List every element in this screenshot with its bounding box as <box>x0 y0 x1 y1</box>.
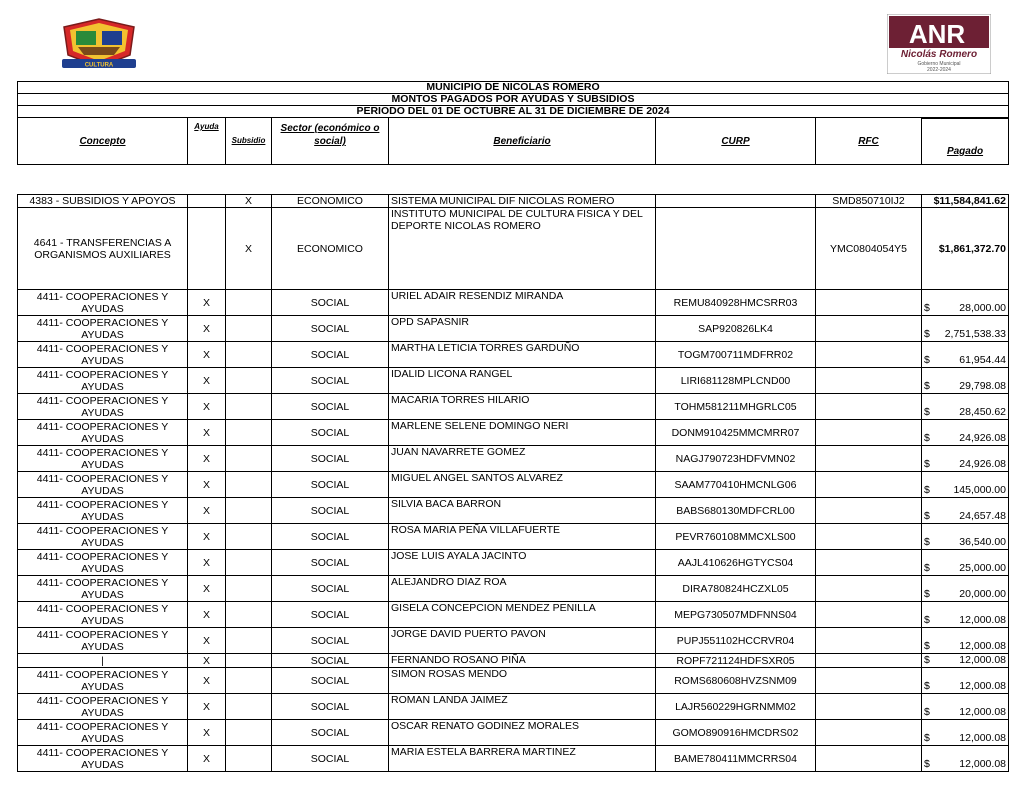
table-row <box>18 420 1009 446</box>
ayuda-cell: X <box>188 628 226 654</box>
curp-cell: ROPF721124HDFSXR05 <box>656 654 816 668</box>
amount: 24,926.08 <box>959 432 1006 444</box>
currency-symbol: $ <box>924 458 930 470</box>
beneficiario-cell: MARTHA LETICIA TORRES GARDUÑO <box>389 342 656 368</box>
col-header-sector: Sector (económico o social) <box>272 118 389 165</box>
currency-symbol: $ <box>924 302 930 314</box>
currency-symbol: $ <box>924 706 930 718</box>
pagado-cell <box>922 720 1009 746</box>
sector-cell: SOCIAL <box>272 316 389 342</box>
curp-cell: TOGM700711MDFRR02 <box>656 342 816 368</box>
rfc-cell <box>816 446 922 472</box>
rfc-cell <box>816 720 922 746</box>
amount: 12,000.08 <box>959 758 1006 770</box>
sector-cell: SOCIAL <box>272 602 389 628</box>
pagado-cell: $1,861,372.70 <box>922 208 1009 290</box>
subsidio-cell: X <box>226 208 272 290</box>
rfc-cell <box>816 694 922 720</box>
concepto-cell: 4411- COOPERACIONES Y AYUDAS <box>18 368 188 394</box>
sector-cell: SOCIAL <box>272 654 389 668</box>
rfc-cell <box>816 668 922 694</box>
col-header-subsidio: Subsidio <box>226 118 272 165</box>
currency-symbol: $ <box>924 732 930 744</box>
ayuda-cell: X <box>188 746 226 772</box>
pagado-cell <box>922 602 1009 628</box>
subsidio-cell: X <box>226 195 272 208</box>
sector-cell: SOCIAL <box>272 290 389 316</box>
rfc-cell <box>816 628 922 654</box>
beneficiario-cell: MARLENE SELENE DOMINGO NERI <box>389 420 656 446</box>
report-header-table <box>17 81 1009 165</box>
subsidio-cell <box>226 694 272 720</box>
table-row <box>18 694 1009 720</box>
rfc-cell <box>816 498 922 524</box>
ayuda-cell: X <box>188 420 226 446</box>
subsidio-cell <box>226 368 272 394</box>
rfc-cell <box>816 368 922 394</box>
currency-symbol: $ <box>924 562 930 574</box>
concepto-cell: 4411- COOPERACIONES Y AYUDAS <box>18 668 188 694</box>
amount: 12,000.08 <box>959 680 1006 692</box>
curp-cell: BAME780411MMCRRS04 <box>656 746 816 772</box>
rfc-cell <box>816 602 922 628</box>
rfc-cell <box>816 654 922 668</box>
table-row <box>18 316 1009 342</box>
ayuda-cell: X <box>188 602 226 628</box>
anr-nicolas-romero-logo <box>887 14 991 74</box>
table-row <box>18 368 1009 394</box>
ayuda-cell: X <box>188 446 226 472</box>
concepto-cell: 4411- COOPERACIONES Y AYUDAS <box>18 720 188 746</box>
curp-cell: ROMS680608HVZSNM09 <box>656 668 816 694</box>
concepto-cell: 4411- COOPERACIONES Y AYUDAS <box>18 394 188 420</box>
curp-cell <box>656 208 816 290</box>
pagado-cell <box>922 420 1009 446</box>
table-row <box>18 208 1009 290</box>
concepto-cell: 4411- COOPERACIONES Y AYUDAS <box>18 498 188 524</box>
currency-symbol: $ <box>924 588 930 600</box>
curp-cell <box>656 195 816 208</box>
beneficiario-cell: OPD SAPASNIR <box>389 316 656 342</box>
table-row <box>18 602 1009 628</box>
curp-cell: DIRA780824HCZXL05 <box>656 576 816 602</box>
sector-cell: SOCIAL <box>272 368 389 394</box>
pagado-cell <box>922 446 1009 472</box>
report-title-montos: MONTOS PAGADOS POR AYUDAS Y SUBSIDIOS <box>18 94 1009 106</box>
subsidio-cell <box>226 316 272 342</box>
concepto-cell: 4411- COOPERACIONES Y AYUDAS <box>18 290 188 316</box>
concepto-cell: 4411- COOPERACIONES Y AYUDAS <box>18 694 188 720</box>
amount: 20,000.00 <box>959 588 1006 600</box>
beneficiario-cell: GISELA CONCEPCION MENDEZ PENILLA <box>389 602 656 628</box>
beneficiario-cell: OSCAR RENATO GODINEZ MORALES <box>389 720 656 746</box>
ayuda-cell: X <box>188 524 226 550</box>
anr-sub: Gobierno Municipal <box>917 61 961 67</box>
pagado-cell <box>922 498 1009 524</box>
subsidio-cell <box>226 628 272 654</box>
curp-cell: NAGJ790723HDFVMN02 <box>656 446 816 472</box>
ayuda-cell: X <box>188 654 226 668</box>
curp-cell: REMU840928HMCSRR03 <box>656 290 816 316</box>
pagado-cell <box>922 628 1009 654</box>
pagado-cell <box>922 746 1009 772</box>
currency-symbol: $ <box>924 654 930 666</box>
ayuda-cell: X <box>188 342 226 368</box>
ayuda-cell: X <box>188 668 226 694</box>
curp-cell: AAJL410626HGTYCS04 <box>656 550 816 576</box>
subsidio-cell <box>226 602 272 628</box>
table-row <box>18 668 1009 694</box>
beneficiario-cell: ALEJANDRO DIAZ ROA <box>389 576 656 602</box>
pagado-cell: $11,584,841.62 <box>922 195 1009 208</box>
beneficiario-cell: SIMON ROSAS MENDO <box>389 668 656 694</box>
table-row <box>18 654 1009 668</box>
sector-cell: SOCIAL <box>272 446 389 472</box>
beneficiario-cell: INSTITUTO MUNICIPAL DE CULTURA FISICA Y DEL DEPORTE NICOLAS ROMERO <box>389 208 656 290</box>
amount: 12,000.08 <box>959 640 1006 652</box>
concepto-cell: 4383 - SUBSIDIOS Y APOYOS <box>18 195 188 208</box>
rfc-cell: SMD850710IJ2 <box>816 195 922 208</box>
sector-cell: SOCIAL <box>272 472 389 498</box>
ayuda-cell <box>188 208 226 290</box>
curp-cell: LIRI681128MPLCND00 <box>656 368 816 394</box>
rfc-cell <box>816 342 922 368</box>
anr-letters: ANR <box>908 19 966 49</box>
ayuda-cell: X <box>188 720 226 746</box>
beneficiario-cell: MACARIA TORRES HILARIO <box>389 394 656 420</box>
currency-symbol: $ <box>924 432 930 444</box>
ayuda-cell: X <box>188 694 226 720</box>
amount: 61,954.44 <box>959 354 1006 366</box>
rfc-cell: YMC0804054Y5 <box>816 208 922 290</box>
beneficiario-cell: SILVIA BACA BARRON <box>389 498 656 524</box>
curp-cell: PUPJ551102HCCRVR04 <box>656 628 816 654</box>
subsidio-cell <box>226 446 272 472</box>
concepto-cell: 4411- COOPERACIONES Y AYUDAS <box>18 550 188 576</box>
sector-cell: SOCIAL <box>272 550 389 576</box>
report-title-periodo: PERIODO DEL 01 DE OCTUBRE AL 31 DE DICIEMBRE DE 2024 <box>18 106 1009 118</box>
sector-cell: SOCIAL <box>272 576 389 602</box>
beneficiario-cell: MIGUEL ANGEL SANTOS ALVAREZ <box>389 472 656 498</box>
concepto-cell: | <box>18 654 188 668</box>
ayuda-cell: X <box>188 316 226 342</box>
beneficiario-cell: ROSA MARIA PEÑA VILLAFUERTE <box>389 524 656 550</box>
pagado-cell <box>922 550 1009 576</box>
subsidio-cell <box>226 472 272 498</box>
amount: 24,926.08 <box>959 458 1006 470</box>
pagado-cell <box>922 524 1009 550</box>
curp-cell: SAAM770410HMCNLG06 <box>656 472 816 498</box>
ayuda-cell: X <box>188 368 226 394</box>
concepto-cell: 4411- COOPERACIONES Y AYUDAS <box>18 746 188 772</box>
concepto-cell: 4411- COOPERACIONES Y AYUDAS <box>18 420 188 446</box>
currency-symbol: $ <box>924 380 930 392</box>
sector-cell: ECONOMICO <box>272 208 389 290</box>
table-row <box>18 342 1009 368</box>
amount: 29,798.08 <box>959 380 1006 392</box>
beneficiario-cell: URIEL ADAIR RESENDIZ MIRANDA <box>389 290 656 316</box>
payments-table <box>17 194 1009 772</box>
table-row <box>18 628 1009 654</box>
amount: 36,540.00 <box>959 536 1006 548</box>
col-header-ayuda: Ayuda <box>188 118 226 165</box>
anr-years: 2022-2024 <box>927 67 951 73</box>
concepto-cell: 4411- COOPERACIONES Y AYUDAS <box>18 602 188 628</box>
sector-cell: SOCIAL <box>272 498 389 524</box>
amount: 12,000.08 <box>959 614 1006 626</box>
amount: 12,000.08 <box>959 706 1006 718</box>
ayuda-cell: X <box>188 394 226 420</box>
col-header-curp: CURP <box>656 118 816 165</box>
sector-cell: SOCIAL <box>272 746 389 772</box>
rfc-cell <box>816 550 922 576</box>
beneficiario-cell: JORGE DAVID PUERTO PAVON <box>389 628 656 654</box>
table-row <box>18 195 1009 208</box>
pagado-cell <box>922 394 1009 420</box>
sector-cell: SOCIAL <box>272 394 389 420</box>
table-row <box>18 394 1009 420</box>
col-header-concepto: Concepto <box>18 118 188 165</box>
municipal-coat-of-arms-logo <box>56 17 142 71</box>
table-row <box>18 290 1009 316</box>
currency-symbol: $ <box>924 640 930 652</box>
subsidio-cell <box>226 746 272 772</box>
curp-cell: DONM910425MMCMRR07 <box>656 420 816 446</box>
concepto-cell: 4411- COOPERACIONES Y AYUDAS <box>18 576 188 602</box>
rfc-cell <box>816 420 922 446</box>
concepto-cell: 4641 - TRANSFERENCIAS A ORGANISMOS AUXILIARES <box>18 208 188 290</box>
amount: 145,000.00 <box>953 484 1006 496</box>
subsidio-cell <box>226 720 272 746</box>
sector-cell: SOCIAL <box>272 420 389 446</box>
currency-symbol: $ <box>924 510 930 522</box>
concepto-cell: 4411- COOPERACIONES Y AYUDAS <box>18 628 188 654</box>
rfc-cell <box>816 576 922 602</box>
currency-symbol: $ <box>924 328 930 340</box>
pagado-cell <box>922 694 1009 720</box>
subsidio-cell <box>226 342 272 368</box>
pagado-cell <box>922 342 1009 368</box>
curp-cell: PEVR760108MMCXLS00 <box>656 524 816 550</box>
curp-cell: GOMO890916HMCDRS02 <box>656 720 816 746</box>
sector-cell: SOCIAL <box>272 342 389 368</box>
currency-symbol: $ <box>924 536 930 548</box>
table-row <box>18 446 1009 472</box>
subsidio-cell <box>226 576 272 602</box>
currency-symbol: $ <box>924 758 930 770</box>
ayuda-cell: X <box>188 550 226 576</box>
currency-symbol: $ <box>924 354 930 366</box>
beneficiario-cell: MARIA ESTELA BARRERA MARTINEZ <box>389 746 656 772</box>
sector-cell: SOCIAL <box>272 524 389 550</box>
beneficiario-cell: FERNANDO ROSANO PIÑA <box>389 654 656 668</box>
beneficiario-cell: SISTEMA MUNICIPAL DIF NICOLAS ROMERO <box>389 195 656 208</box>
beneficiario-cell: ROMAN LANDA JAIMEZ <box>389 694 656 720</box>
pagado-cell <box>922 368 1009 394</box>
anr-name: Nicolás Romero <box>900 49 978 60</box>
table-row <box>18 472 1009 498</box>
sector-cell: SOCIAL <box>272 668 389 694</box>
amount: 12,000.08 <box>959 732 1006 744</box>
rfc-cell <box>816 746 922 772</box>
subsidio-cell <box>226 394 272 420</box>
table-row <box>18 746 1009 772</box>
amount: 28,450.62 <box>959 406 1006 418</box>
table-row <box>18 498 1009 524</box>
curp-cell: MEPG730507MDFNNS04 <box>656 602 816 628</box>
sector-cell: ECONOMICO <box>272 195 389 208</box>
sector-cell: SOCIAL <box>272 694 389 720</box>
rfc-cell <box>816 524 922 550</box>
table-row <box>18 576 1009 602</box>
table-row <box>18 524 1009 550</box>
sector-cell: SOCIAL <box>272 628 389 654</box>
rfc-cell <box>816 394 922 420</box>
subsidio-cell <box>226 420 272 446</box>
subsidio-cell <box>226 524 272 550</box>
curp-cell: LAJR560229HGRNMM02 <box>656 694 816 720</box>
rfc-cell <box>816 472 922 498</box>
pagado-cell <box>922 316 1009 342</box>
pagado-cell <box>922 472 1009 498</box>
pagado-cell <box>922 668 1009 694</box>
ayuda-cell: X <box>188 498 226 524</box>
coat-of-arms-motto: CULTURA <box>84 62 114 69</box>
currency-symbol: $ <box>924 484 930 496</box>
pagado-cell <box>922 576 1009 602</box>
amount: 28,000.00 <box>959 302 1006 314</box>
rfc-cell <box>816 316 922 342</box>
amount: 12,000.08 <box>959 654 1006 666</box>
curp-cell: SAP920826LK4 <box>656 316 816 342</box>
concepto-cell: 4411- COOPERACIONES Y AYUDAS <box>18 316 188 342</box>
curp-cell: TOHM581211MHGRLC05 <box>656 394 816 420</box>
currency-symbol: $ <box>924 406 930 418</box>
table-row <box>18 720 1009 746</box>
subsidio-cell <box>226 550 272 576</box>
concepto-cell: 4411- COOPERACIONES Y AYUDAS <box>18 524 188 550</box>
ayuda-cell: X <box>188 290 226 316</box>
col-header-rfc: RFC <box>816 118 922 165</box>
subsidio-cell <box>226 498 272 524</box>
col-header-beneficiario: Beneficiario <box>389 118 656 165</box>
pagado-cell <box>922 290 1009 316</box>
curp-cell: BABS680130MDFCRL00 <box>656 498 816 524</box>
table-row <box>18 550 1009 576</box>
subsidio-cell <box>226 668 272 694</box>
currency-symbol: $ <box>924 614 930 626</box>
sector-cell: SOCIAL <box>272 720 389 746</box>
subsidio-cell <box>226 290 272 316</box>
amount: 2,751,538.33 <box>944 328 1006 340</box>
beneficiario-cell: JOSE LUIS AYALA JACINTO <box>389 550 656 576</box>
pagado-cell <box>922 654 1009 668</box>
col-header-pagado: Pagado <box>922 118 1009 165</box>
beneficiario-cell: IDALID LICONA RANGEL <box>389 368 656 394</box>
beneficiario-cell: JUAN NAVARRETE GOMEZ <box>389 446 656 472</box>
ayuda-cell: X <box>188 576 226 602</box>
concepto-cell: 4411- COOPERACIONES Y AYUDAS <box>18 342 188 368</box>
report-title-municipio: MUNICIPIO DE NICOLAS ROMERO <box>18 82 1009 94</box>
concepto-cell: 4411- COOPERACIONES Y AYUDAS <box>18 472 188 498</box>
amount: 24,657.48 <box>959 510 1006 522</box>
rfc-cell <box>816 290 922 316</box>
subsidio-cell <box>226 654 272 668</box>
concepto-cell: 4411- COOPERACIONES Y AYUDAS <box>18 446 188 472</box>
ayuda-cell: X <box>188 472 226 498</box>
currency-symbol: $ <box>924 680 930 692</box>
amount: 25,000.00 <box>959 562 1006 574</box>
ayuda-cell <box>188 195 226 208</box>
